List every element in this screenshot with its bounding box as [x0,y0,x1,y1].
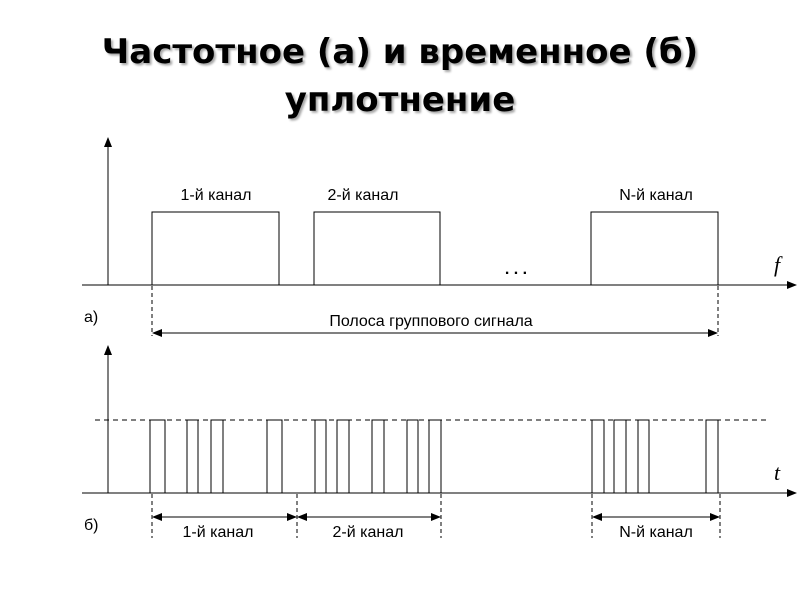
channel-n-spectrum [591,212,718,285]
freq-channel-2-label: 2-й канал [327,187,399,204]
band-label: Полоса группового сигнала [329,313,533,330]
title-line-2: уплотнение [284,80,516,120]
pulse-12 [638,420,649,493]
time-channel-1-label: 1-й канал [182,524,254,541]
time-panel [82,346,796,541]
time-channel-2-label: 2-й канал [332,524,404,541]
pulse-4 [267,420,282,493]
freq-channel-n-label: N-й канал [619,187,693,204]
time-panel-marker: б) [84,517,99,534]
time-axis-label: t [774,460,781,485]
ellipsis: . . . [504,261,528,278]
pulse-6 [337,420,349,493]
pulse-9 [429,420,441,493]
freq-channel-1-label: 1-й канал [180,187,252,204]
pulse-11 [614,420,626,493]
pulse-10 [592,420,604,493]
pulse-train [150,420,718,493]
pulse-5 [315,420,326,493]
pulse-13 [706,420,718,493]
pulse-7 [372,420,384,493]
pulse-3 [211,420,223,493]
channel-2-spectrum [314,212,440,285]
title-line-1: Частотное (а) и временное (б) [101,32,699,72]
freq-axis-label: f [774,252,781,277]
freq-panel-marker: а) [84,309,99,326]
frequency-panel [82,138,796,336]
time-channel-n-label: N-й канал [619,524,693,541]
pulse-8 [407,420,418,493]
pulse-2 [187,420,198,493]
channel-1-spectrum [152,212,279,285]
pulse-1 [150,420,165,493]
